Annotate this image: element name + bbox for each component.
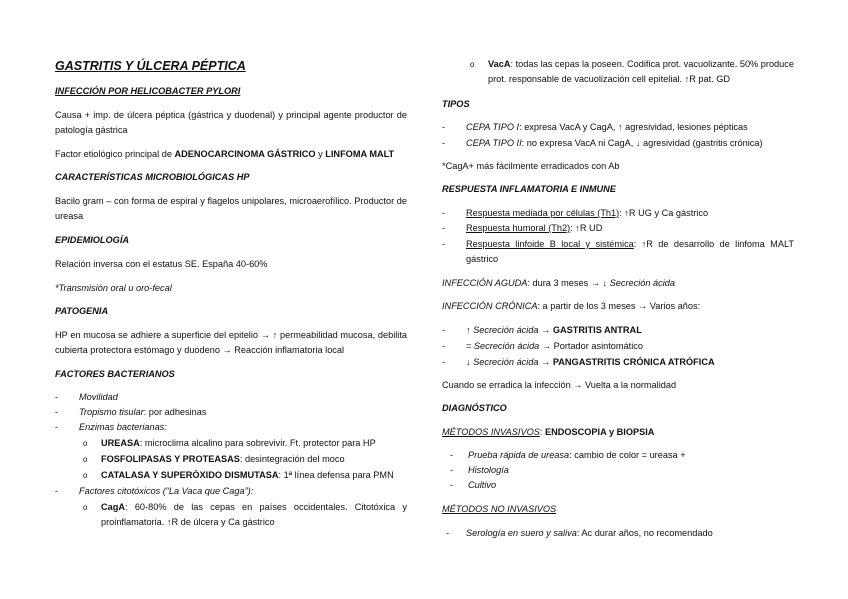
dash-bullet: - xyxy=(450,450,454,460)
list-text xyxy=(466,136,763,151)
underlined-text: Respuesta humoral (Th2) xyxy=(466,223,571,233)
bold-text: UREASA xyxy=(101,438,140,448)
text: : expresa VacA y CagA, ↑ agresividad, lesiones pépticas xyxy=(519,122,748,132)
dash-bullet: - xyxy=(442,223,446,233)
bold-text: ENDOSCOPIA xyxy=(544,427,607,437)
text: → xyxy=(538,325,553,335)
text: Factor etiológico principal de xyxy=(55,149,175,159)
para-hp: HP en mucosa se adhiere a superficie del epitelio → ↑ permeabilidad mucosa, debilita cubierta protectora estómago y duodeno → Reacción inflamatoria local xyxy=(55,330,407,355)
list-text xyxy=(466,120,748,135)
text: : por adhesinas xyxy=(143,407,207,417)
list-text xyxy=(466,339,643,354)
italic-text: CEPA TIPO II xyxy=(466,138,522,148)
para-erradica: Cuando se erradica la infección → Vuelta a la normalidad xyxy=(442,380,677,390)
dash-bullet: - xyxy=(55,486,59,496)
italic-text: Secreción ácida xyxy=(473,357,539,367)
list-text xyxy=(466,355,715,370)
underlined-text: Respuesta linfoide B local y sistémica xyxy=(466,239,634,249)
dash-bullet: - xyxy=(446,528,450,538)
bold-text: PANGASTRITIS CRÓNICA ATRÓFICA xyxy=(552,357,715,367)
list-text: Cultivo xyxy=(468,480,497,490)
para-factor xyxy=(55,147,394,162)
text: → Portador asintomático xyxy=(539,341,643,351)
heading-factores: FACTORES BACTERIANOS xyxy=(55,369,175,379)
dash-bullet: - xyxy=(442,341,446,351)
subheading-invasivos xyxy=(442,425,654,440)
list-text xyxy=(466,237,794,267)
heading-caracteristicas: CARACTERÍSTICAS MICROBIOLÓGICAS HP xyxy=(55,172,250,182)
heading-respuesta: RESPUESTA INFLAMATORIA E INMUNE xyxy=(442,184,616,194)
dash-bullet: - xyxy=(442,239,446,249)
list-text xyxy=(488,57,794,87)
list-text: Factores citotóxicos (“La Vaca que Caga”): xyxy=(79,486,254,496)
list-text xyxy=(466,221,602,236)
circle-bullet: o xyxy=(83,439,88,448)
list-text xyxy=(101,452,345,467)
text: → xyxy=(538,357,553,367)
list-text xyxy=(466,206,708,221)
dash-bullet: - xyxy=(442,138,446,148)
dash-bullet: - xyxy=(442,357,446,367)
list-text xyxy=(101,436,376,451)
text: : desintegración del moco xyxy=(239,454,345,464)
para-relacion: Relación inversa con el estatus SE. España 40-60% xyxy=(55,259,268,269)
para-cronica xyxy=(442,299,700,314)
list-text xyxy=(466,323,642,338)
text: : microclima alcalino para sobrevivir. Ft. protector para HP xyxy=(139,438,376,448)
subheading-no-invasivos: MÉTODOS NO INVASIVOS xyxy=(442,504,557,514)
list-text xyxy=(466,526,713,541)
italic-text: INFECCIÓN AGUDA xyxy=(442,278,528,288)
italic-text: Secreción ácida xyxy=(473,341,540,351)
circle-bullet: o xyxy=(470,60,475,69)
dash-bullet: - xyxy=(450,465,454,475)
dash-bullet: - xyxy=(55,422,59,432)
text: : 1ª línea defensa para PMN xyxy=(278,470,394,480)
text: : ↑R UD xyxy=(570,223,603,233)
circle-bullet: o xyxy=(83,455,88,464)
page-title: GASTRITIS Y ÚLCERA PÉPTICA xyxy=(55,59,246,73)
text: : no expresa VacA ni CagA, ↓ agresividad (gastritis crónica) xyxy=(521,138,763,148)
dash-bullet: - xyxy=(55,392,59,402)
bold-text: LINFOMA MALT xyxy=(325,149,395,159)
list-text xyxy=(468,448,686,463)
text: ↓ xyxy=(466,357,474,367)
bold-text: GASTRITIS ANTRAL xyxy=(552,325,642,335)
para-causa: Causa + imp. de úlcera péptica (gástrica y duodenal) y principal agente productor de patología gástrica xyxy=(55,110,407,135)
italic-text: CEPA TIPO I xyxy=(466,122,520,132)
heading-infeccion: INFECCIÓN POR HELICOBACTER PYLORI xyxy=(55,86,241,96)
text: : xyxy=(539,427,545,437)
underlined-text: Respuesta mediada por células (Th1) xyxy=(466,208,620,218)
bold-text: FOSFOLIPASAS Y PROTEASAS xyxy=(101,454,240,464)
list-text: Histología xyxy=(468,465,509,475)
bold-text: CATALASA Y SUPERÓXIDO DISMUTASA xyxy=(101,470,279,480)
bold-text: BIOPSIA xyxy=(616,427,655,437)
para-bacilo: Bacilo gram – con forma de espiral y flagelos unipolares, microaerofílico. Productor de ureasa xyxy=(55,196,407,221)
italic-text: INFECCIÓN CRÓNICA xyxy=(442,301,538,311)
dash-bullet: - xyxy=(442,122,446,132)
text: : 60-80% de las cepas en países occidentales. Citotóxica y proinflamatoria. ↑R de úlcera y Ca gástrico xyxy=(101,502,407,527)
heading-patogenia: PATOGENIA xyxy=(55,306,109,316)
circle-bullet: o xyxy=(83,503,88,512)
italic-text: Secreción ácida xyxy=(609,278,676,288)
list-text xyxy=(101,468,394,483)
bold-text: CagA xyxy=(101,502,125,512)
list-text xyxy=(101,500,407,530)
bold-text: VacA xyxy=(488,59,511,69)
dash-bullet: - xyxy=(55,407,59,417)
text: = xyxy=(466,341,474,351)
text: ↑ xyxy=(466,325,474,335)
para-transmision: *Transmisión oral u oro-fecal xyxy=(55,283,172,293)
underlined-text: MÉTODOS INVASIVOS xyxy=(442,427,540,437)
heading-diagnostico: DIAGNÓSTICO xyxy=(442,403,507,413)
heading-epidemiologia: EPIDEMIOLOGÍA xyxy=(55,235,130,245)
list-text: Movilidad xyxy=(79,392,118,402)
bold-text: y xyxy=(606,427,617,437)
text: : ↑R de desarrollo de linfoma MALT gástrico xyxy=(466,239,794,264)
dash-bullet: - xyxy=(450,480,454,490)
bold-text: ADENOCARCINOMA GÁSTRICO xyxy=(174,149,316,159)
text: : cambio de color = ureasa + xyxy=(569,450,686,460)
list-text xyxy=(79,405,207,420)
text: : dura 3 meses → ↓ xyxy=(527,278,610,288)
italic-text: Prueba rápida de ureasa xyxy=(468,450,570,460)
text: : a partir de los 3 meses → Varios años: xyxy=(537,301,701,311)
dash-bullet: - xyxy=(442,208,446,218)
heading-tipos: TIPOS xyxy=(442,99,470,109)
text: : todas las cepas la poseen. Codifica prot. vacuolizante. 50% produce prot. responsable de vacuolización cell epitelial. ↑R pat. GD xyxy=(488,59,794,84)
text: : ↑R UG y Ca gástrico xyxy=(619,208,709,218)
para-caga: *CagA+ más fácilmente erradicados con Ab xyxy=(442,161,620,171)
list-text: Enzimas bacterianas: xyxy=(79,422,167,432)
para-aguda xyxy=(442,276,675,291)
italic-text: Secreción ácida xyxy=(473,325,539,335)
text: y xyxy=(315,149,326,159)
circle-bullet: o xyxy=(83,471,88,480)
italic-text: Tropismo tisular xyxy=(79,407,144,417)
text: : Ac durar años, no recomendado xyxy=(576,528,713,538)
italic-text: Serología en suero y saliva xyxy=(466,528,577,538)
dash-bullet: - xyxy=(442,325,446,335)
